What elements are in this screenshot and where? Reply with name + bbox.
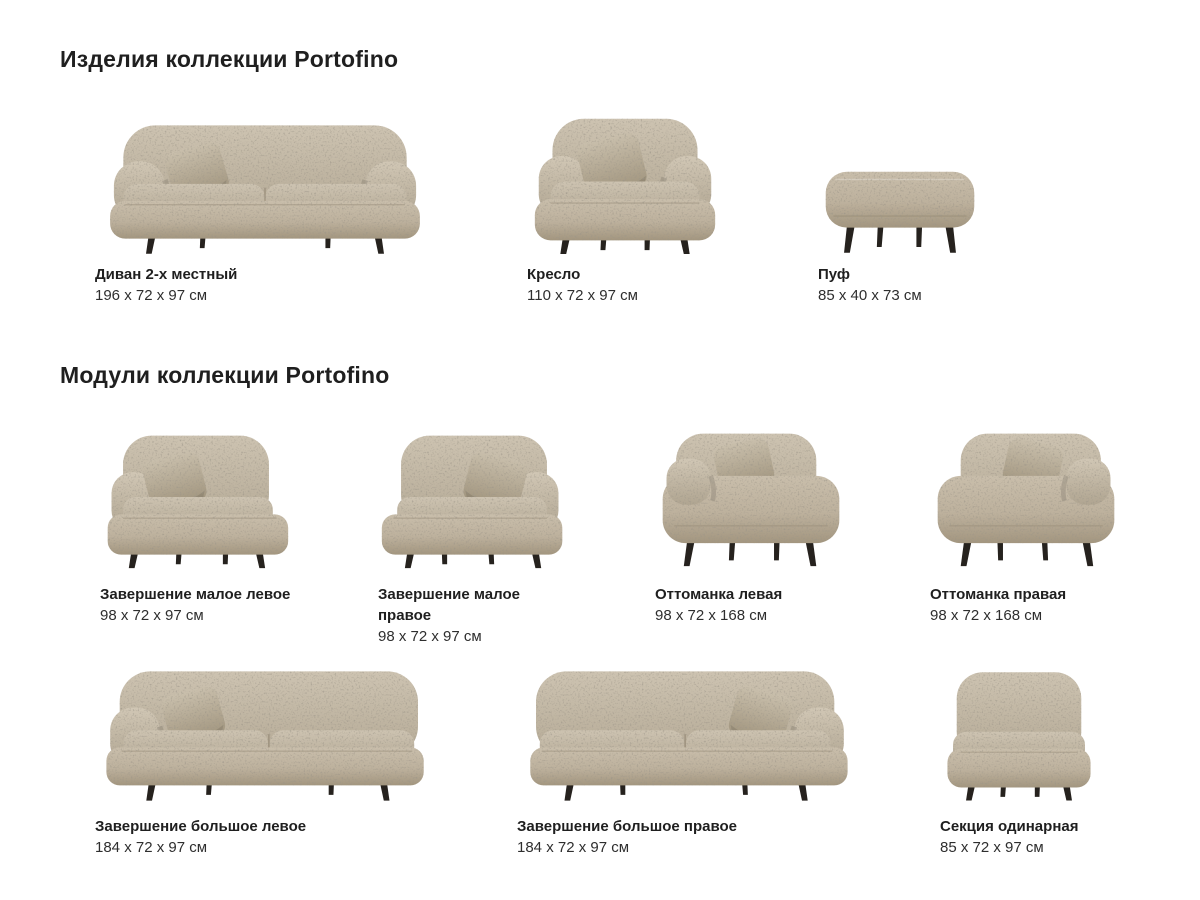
product-name: Оттоманка правая	[930, 586, 1067, 603]
product-card-section-single	[940, 650, 1110, 858]
product-dimensions: 196 x 72 x 97 см	[95, 287, 208, 304]
product-card-end-big-right	[517, 650, 859, 858]
product-dimensions: 98 x 72 x 97 см	[378, 628, 482, 645]
product-card-ottoman-left	[655, 418, 847, 626]
product-dimensions: 98 x 72 x 97 см	[100, 607, 204, 624]
pouf-illustration	[818, 104, 988, 256]
section-title-products: Изделия коллекции Portofino	[60, 46, 399, 72]
module-end-small-left-illustration	[100, 418, 292, 570]
product-card-sofa	[95, 104, 435, 306]
product-card-end-small-left	[100, 418, 292, 626]
armchair-illustration	[527, 104, 727, 256]
module-end-small-right-illustration	[378, 418, 570, 570]
product-dimensions: 184 x 72 x 97 см	[95, 839, 208, 856]
module-ottoman-left-illustration	[655, 418, 847, 570]
product-card-pouf	[818, 104, 988, 306]
product-dimensions: 85 x 72 x 97 см	[940, 839, 1044, 856]
product-dimensions: 184 x 72 x 97 см	[517, 839, 630, 856]
product-name: Завершение большое левое	[95, 818, 307, 835]
product-card-ottoman-right	[930, 418, 1122, 626]
product-name: Пуф	[818, 266, 851, 283]
product-name: Завершение большое правое	[517, 818, 737, 835]
module-end-big-right-illustration	[517, 650, 859, 802]
section-title-modules: Модули коллекции Portofino	[60, 362, 390, 388]
product-name: Завершение малое правое	[378, 586, 520, 624]
product-dimensions: 98 x 72 x 168 см	[930, 607, 1043, 624]
module-end-big-left-illustration	[95, 650, 437, 802]
product-dimensions: 98 x 72 x 168 см	[655, 607, 768, 624]
product-dimensions: 85 x 40 x 73 см	[818, 287, 922, 304]
product-card-armchair	[527, 104, 727, 306]
product-name: Кресло	[527, 266, 581, 283]
product-card-end-small-right	[378, 418, 570, 647]
product-name: Оттоманка левая	[655, 586, 783, 603]
product-card-end-big-left	[95, 650, 437, 858]
sofa-2-seat-illustration	[95, 104, 435, 256]
module-section-single-illustration	[940, 650, 1110, 802]
product-name: Секция одинарная	[940, 818, 1079, 835]
module-ottoman-right-illustration	[930, 418, 1122, 570]
product-name: Завершение малое левое	[100, 586, 291, 603]
product-name: Диван 2-х местный	[95, 266, 238, 283]
product-dimensions: 110 x 72 x 97 см	[527, 287, 638, 304]
